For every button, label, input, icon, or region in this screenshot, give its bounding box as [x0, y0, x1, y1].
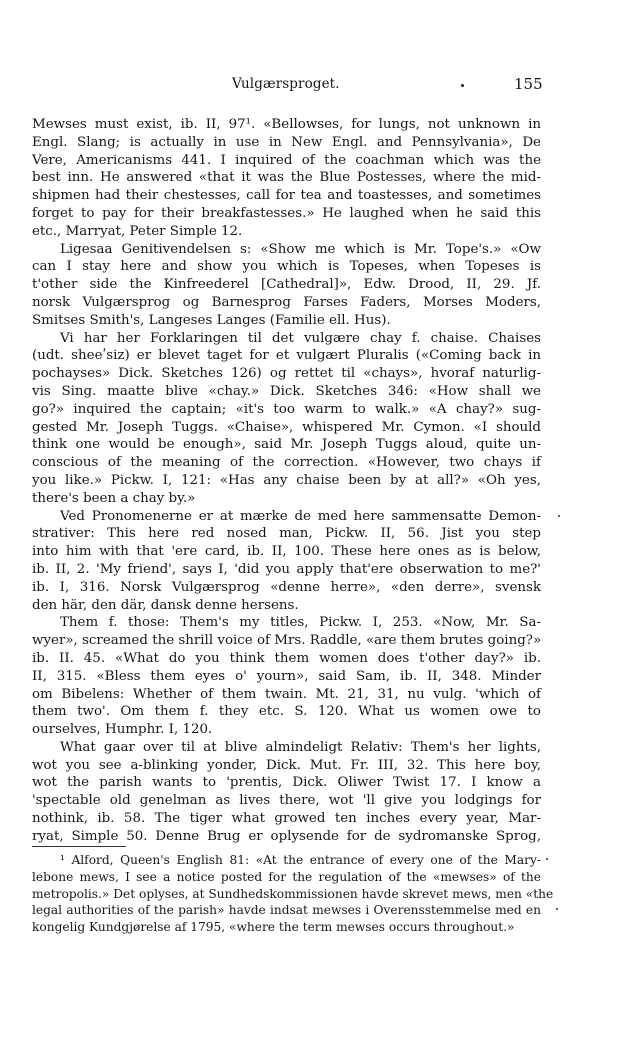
text-line: (udt. sheeʹsiz) er blevet taget for et vulgært Pluralis («Coming back in	[32, 348, 541, 364]
text-line: there's been a chay by.»	[32, 490, 196, 506]
text-line: ourselves, Humphr. I, 120.	[32, 722, 213, 738]
text-line: into him with that 'ere card, ib. II, 100. These here ones as is below,	[32, 544, 541, 560]
text-line: forget to pay for their breakfastesses.» He laughed when he said this	[32, 205, 541, 221]
footnote-line: metropolis.» Det oplyses, at Sundhedskommissionen havde skrevet mews, men «the	[32, 886, 554, 901]
text-line: Smitses Smith's, Langeses Langes (Familie ell. Hus).	[32, 312, 391, 328]
text-line: Engl. Slang; is actually in use in New Engl. and Pennsylvania», De	[32, 134, 541, 150]
text-line: ryat, Simple 50. Denne Brug er oplysende for de sydromanske Sprog,	[32, 828, 541, 844]
text-line: 'spectable old genelman as lives there, wot 'll give you lodgings for	[32, 793, 541, 809]
text-line: om Bibelens: Whether of them twain. Mt. 21, 31, nu vulg. 'which of	[32, 686, 541, 702]
text-line: Mewses must exist, ib. II, 97¹. «Bellowses, for lungs, not unknown in	[32, 117, 541, 132]
text-line: Vere, Americanisms 441. I inquired of the coachman which was the	[32, 152, 541, 168]
text-line: t'other side the Kinfreederel [Cathedral]», Edw. Drood, II, 29. Jf.	[32, 277, 541, 293]
text-line: ib. II. 45. «What do you think them women does t'other day?» ib.	[32, 650, 541, 666]
body-text	[32, 116, 541, 846]
text-line: wyer», screamed the shrill voice of Mrs. Raddle, «are them brutes going?»	[32, 633, 542, 649]
margin-speck	[546, 858, 548, 860]
footnotes	[32, 852, 554, 936]
text-line: shipmen had their chestesses, call for tea and toastesses, and sometimes	[32, 188, 541, 204]
text-line: you like.» Pickw. I, 121: «Has any chaise been by at all?» «Oh yes,	[32, 472, 541, 488]
text-line: What gaar over til at blive almindeligt Relativ: Them's her lights,	[60, 739, 541, 755]
footnote-line: kongelig Kundgjørelse af 1795, «where the term mewses occurs throughout.»	[32, 920, 515, 935]
text-line: ib. I, 316. Norsk Vulgærsprog «denne herre», «den derre», svensk	[32, 579, 541, 595]
text-line: II, 315. «Bless them eyes o' yourn», said Sam, ib. II, 348. Minder	[32, 668, 541, 684]
margin-speck	[556, 908, 558, 910]
text-line: pochayses» Dick. Sketches 126) og rettet til «chays», hvoraf naturlig-	[32, 366, 541, 382]
text-line: norsk Vulgærsprog og Barnesprog Farses Faders, Morses Moders,	[32, 294, 541, 310]
footnote-line: lebone mews, I see a notice posted for the regulation of the «mewses» of the	[32, 869, 541, 884]
text-line: best inn. He answered «that it was the Blue Postesses, where the mid-	[32, 170, 541, 186]
text-line: gested Mr. Joseph Tuggs. «Chaise», whispered Mr. Cymon. «I should	[32, 419, 541, 435]
text-line: den här, den där, dansk denne hersens.	[32, 597, 299, 613]
text-line: go?» inquired the captain; «it's too warm to walk.» «A chay?» sug-	[32, 401, 541, 417]
text-line: wot you see a-blinking yonder, Dick. Mut. Fr. III, 32. This here boy,	[32, 757, 541, 773]
text-line: vis Sing. maatte blive «chay.» Dick. Sketches 346: «How shall we	[32, 383, 541, 399]
text-line: Ligesaa Genitivendelsen s: «Show me which is Mr. Tope's.» «Ow	[60, 241, 541, 257]
text-line: Ved Pronomenerne er at mærke de med here sammensatte Demon-	[60, 508, 541, 524]
footnote-rule	[32, 846, 126, 847]
text-line: etc., Marryat, Peter Simple 12.	[32, 223, 243, 239]
text-line: can I stay here and show you which is Topeses, when Topeses is	[32, 259, 541, 275]
text-line: nothink, ib. 58. The tiger what growed ten inches every year, Mar-	[32, 811, 541, 827]
page-header	[0, 76, 624, 96]
text-line: conscious of the meaning of the correction. «However, two chays if	[32, 455, 541, 471]
text-line: Vi har her Forklaringen til det vulgære chay f. chaise. Chaises	[60, 330, 541, 346]
footnote-line: legal authorities of the parish» havde indsat mewses i Overensstemmelse med en	[32, 903, 541, 918]
margin-speck	[558, 515, 560, 517]
text-line: them two'. Om them f. they etc. S. 120. What us women owe to	[32, 704, 541, 720]
running-title: Vulgærsproget.	[232, 76, 340, 92]
text-line: ib. II, 2. 'My friend', says I, 'did you apply that'ere obserwation to me?'	[32, 561, 541, 577]
page-number: 155	[514, 75, 543, 93]
text-line: think one would be enough», said Mr. Joseph Tuggs aloud, quite un-	[32, 437, 541, 453]
footnote-line: ¹ Alford, Queen's English 81: «At the entrance of every one of the Mary-	[60, 853, 541, 867]
text-line: Them f. those: Them's my titles, Pickw. I, 253. «Now, Mr. Sa-	[60, 615, 541, 631]
text-line: strativer: This here red nosed man, Pickw. II, 56. Jist you step	[32, 526, 541, 542]
text-line: wot the parish wants to 'prentis, Dick. Oliwer Twist 17. I know a	[32, 775, 541, 791]
header-dot-mark	[461, 84, 464, 87]
